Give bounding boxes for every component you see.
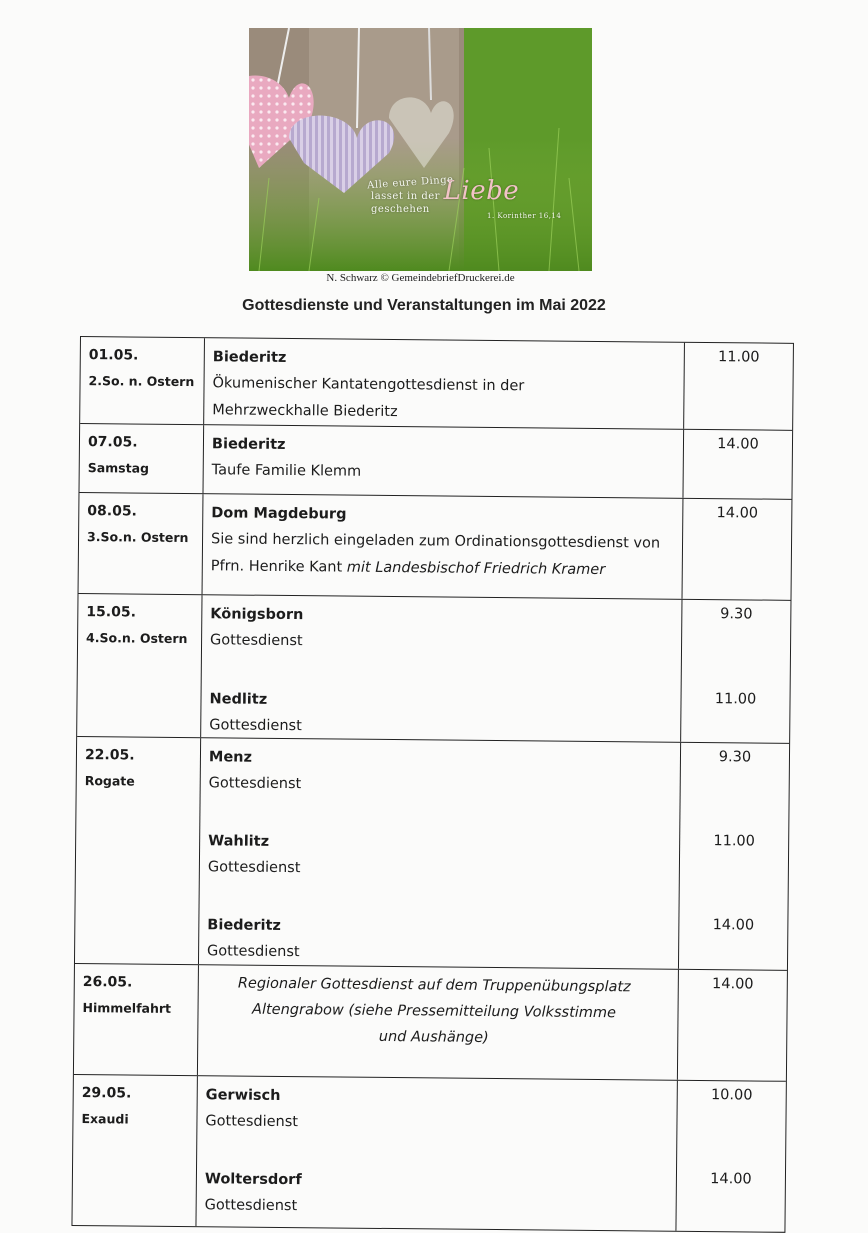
service-place: Biederitz [207,917,281,934]
service-description: Gottesdienst [205,1113,299,1131]
service-description: Gottesdienst [207,859,301,877]
service-date: 01.05. [88,347,139,364]
event-cell [196,1076,677,1231]
event-cell [203,494,684,599]
service-day: 4.So.n. Ostern [86,630,188,647]
service-date: 26.05. [82,974,133,991]
service-description: Gottesdienst [210,632,303,650]
date-cell [75,737,201,964]
date-cell [77,594,202,737]
service-block [209,686,680,744]
quote-line-3: geschehen [371,204,430,215]
table-row [80,423,793,499]
service-description: Taufe Familie Klemm [211,462,362,480]
service-time: 14.00 [711,976,754,993]
table-row [75,736,789,970]
service-block [208,744,680,833]
schedule-table [71,336,794,1233]
service-time: 11.00 [717,349,760,366]
service-time: 9.30 [718,749,752,766]
service-block [207,828,679,917]
service-description: Gottesdienst [207,943,300,961]
quote-line-2: lasset in der Liebe geschehen [371,176,520,215]
service-time: 14.00 [712,917,755,934]
service-time: 9.30 [720,606,753,623]
header-photo [249,28,592,271]
service-description: Ökumenischer Kantatengottesdienst in der [212,375,525,395]
service-description: Pfrn. Henrike Kant mit Landesbischof Friedrich Kramer [210,558,606,579]
table-row [72,1074,785,1232]
time-cell [683,430,792,499]
service-time: 14.00 [710,1171,752,1188]
service-description: Mehrzweckhalle Biederitz [212,402,398,421]
service-day: Rogate [84,773,135,789]
service-description: Gottesdienst [208,775,302,793]
service-block [210,601,682,691]
photo-credit: N. Schwarz © GemeindebriefDruckerei.de [326,272,515,284]
service-place: Biederitz [211,436,286,453]
event-cell [204,338,685,429]
date-cell [72,1075,197,1226]
time-cell [684,343,793,430]
service-time: 14.00 [717,436,759,453]
date-cell [80,424,205,493]
event-cell [201,595,682,742]
service-place: Biederitz [212,349,287,366]
service-day: Samstag [87,460,150,476]
service-time: 11.00 [714,691,757,708]
event-cell [199,738,681,969]
event-cell [203,425,684,498]
table-row [79,492,792,600]
quote-word: Liebe [443,176,520,206]
date-cell [74,964,199,1075]
service-description: und Aushänge) [378,1028,489,1046]
service-date: 15.05. [86,604,137,621]
quote-reference: 1. Korinther 16,14 [487,212,562,220]
service-place: Wahlitz [208,833,270,850]
service-description: Gottesdienst [204,1197,298,1215]
service-day: 3.So.n. Ostern [87,529,189,546]
service-date: 29.05. [81,1085,132,1102]
service-day: 2.So. n. Ostern [88,373,195,390]
service-place: Woltersdorf [204,1171,302,1189]
time-cell [678,970,787,1081]
table-row [77,593,790,743]
quote-line-1: Alle eure Dinge [366,174,454,192]
date-cell [80,337,205,424]
photo-quote [367,172,577,223]
service-description: Altengrabow (siehe Pressemitteilung Volksstimme [251,1001,617,1022]
time-cell [683,499,792,600]
event-cell [198,965,679,1080]
service-date: 07.05. [87,434,138,451]
table-row [74,963,787,1081]
service-place: Nedlitz [209,691,268,708]
time-cell [676,1081,785,1232]
service-time: 11.00 [713,833,756,850]
service-time: 14.00 [716,505,759,522]
service-block [205,1166,676,1224]
service-time: 10.00 [710,1087,753,1104]
time-cell [681,600,790,743]
date-cell [79,493,204,594]
service-date: 08.05. [87,503,138,520]
service-day: Exaudi [81,1111,129,1127]
service-place: Königsborn [210,606,304,624]
bishop-note: mit Landesbischof Friedrich Kramer [346,559,606,579]
service-place: Gerwisch [205,1087,281,1104]
page-title: Gottesdienste und Veranstaltungen im Mai 2022 [242,297,606,314]
service-place: Menz [208,749,253,766]
service-description: Gottesdienst [209,717,302,735]
service-place: Dom Magdeburg [211,505,347,523]
time-cell [679,743,789,970]
service-description: Sie sind herzlich eingeladen zum Ordinationsgottesdienst von [210,531,661,552]
service-description: Regionaler Gottesdienst auf dem Truppenübungsplatz [237,975,631,996]
hearts-illustration [249,28,592,271]
service-block [205,1082,677,1171]
service-day: Himmelfahrt [82,1000,172,1016]
table-row [80,337,793,430]
service-block [207,912,678,970]
service-date: 22.05. [84,747,135,764]
